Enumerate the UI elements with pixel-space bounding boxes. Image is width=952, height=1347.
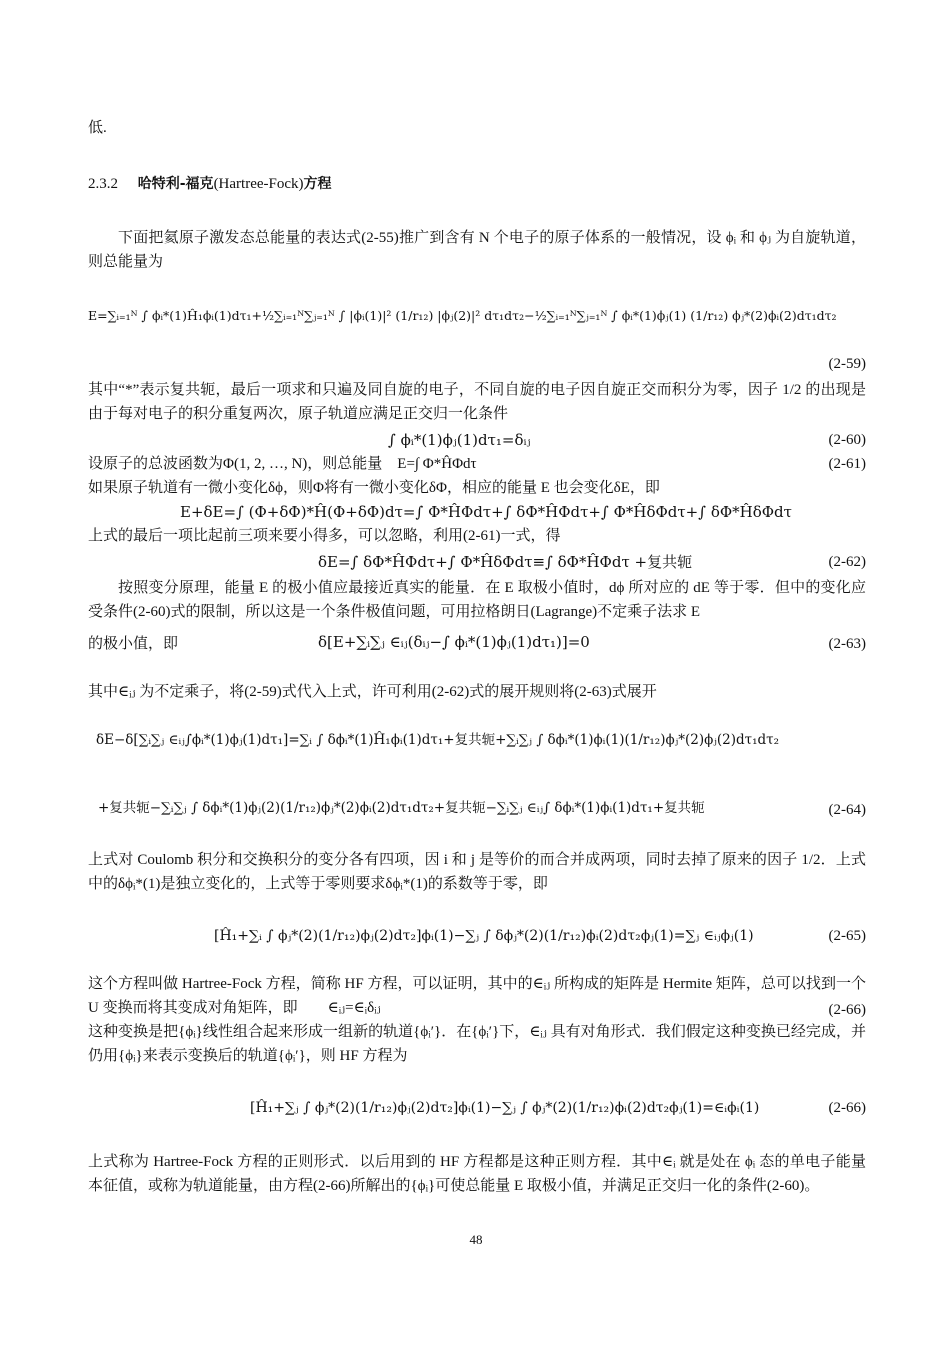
paragraph-1: 下面把氦原子激发态总能量的表达式(2-55)推广到含有 N 个电子的原子体系的一般情况，设 ϕᵢ 和 ϕⱼ 为自旋轨道，则总能量为 xyxy=(88,230,866,270)
section-title-cn: 哈特利-福克 xyxy=(137,176,214,192)
eqnum-2-66-b: (2-66) xyxy=(828,1100,866,1116)
page-number: 48 xyxy=(469,1232,483,1247)
paragraph-7: 其中∈ᵢⱼ 为不定乘子，将(2-59)式代入上式，许可利用(2-62)式的展开规则将(2-63)式展开 xyxy=(88,684,657,700)
paragraph-10: 这种变换是把{ϕᵢ}线性组合起来形成一组新的轨道{ϕᵢ′}．在{ϕᵢ′}下，∈ᵢⱼ 具有对角形式．我们假定这种变换已经完成，并仍用{ϕᵢ}来表示变换后的轨道{ϕᵢ′}，则 HF 方程为 xyxy=(88,1024,866,1064)
eqnum-2-64: (2-64) xyxy=(828,802,866,818)
equation-2-64-line2: +复共轭−∑ᵢ∑ⱼ ∫ δϕᵢ*(1)ϕⱼ(2)(1/r₁₂)ϕⱼ*(2)ϕᵢ(2)dτ₁dτ₂+复共轭−∑ᵢ∑ⱼ ∈ᵢⱼ∫ δϕᵢ*(1)ϕᵢ(1)dτ₁+复共轭 xyxy=(98,800,705,816)
section-title-suffix: 方程 xyxy=(303,176,332,192)
paragraph-3: 设原子的总波函数为Φ(1, 2, …, N)，则总能量 E=∫ Φ*ĤΦdτ xyxy=(88,456,477,472)
eqnum-2-62: (2-62) xyxy=(828,554,866,570)
top-text-line: 低. xyxy=(88,120,107,136)
paragraph-2: 其中“*”表示复共轭，最后一项求和只遍及同自旋的电子，不同自旋的电子因自旋正交而积分为零，因子 1/2 的出现是由于每对电子的积分重复两次，原子轨道应满足正交归一化条件 xyxy=(88,382,866,422)
equation-2-64-line1: δE−δ[∑ᵢ∑ⱼ ∈ᵢⱼ∫ϕᵢ*(1)ϕⱼ(1)dτ₁]=∑ᵢ ∫ δϕᵢ*(1)Ĥ₁ϕᵢ(1)dτ₁+复共轭+∑ᵢ∑ⱼ ∫ δϕᵢ*(1)ϕᵢ(1)(1/r₁₂)ϕⱼ*(2)ϕⱼ(2)dτ₁dτ₂ xyxy=(96,732,780,748)
section-title-en: (Hartree-Fock) xyxy=(213,176,304,192)
paragraph-11: 上式称为 Hartree-Fock 方程的正则形式．以后用到的 HF 方程都是这种正则方程．其中∈ᵢ 就是处在 ϕᵢ 态的单电子能量本征值，或称为轨道能量，由方程(2-66)所解出的{ϕᵢ}可使总能量 E 取极小值，并满足正交归一化的条件(2-60)。 xyxy=(88,1154,866,1194)
equation-2-59: E=∑ᵢ₌₁ᴺ ∫ ϕᵢ*(1)Ĥ₁ϕᵢ(1)dτ₁+½∑ᵢ₌₁ᴺ∑ⱼ₌₁ᴺ ∫ |ϕᵢ(1)|² (1/r₁₂) |ϕⱼ(2)|² dτ₁dτ₂−½∑ᵢ₌₁ᴺ∑ⱼ₌₁ᴺ ∫ ϕᵢ*(1)ϕⱼ(1) (1/r₁₂) ϕⱼ*(2)ϕᵢ(2)dτ₁dτ₂ xyxy=(88,308,837,323)
section-heading xyxy=(88,172,332,196)
equation-2-65: [Ĥ₁+∑ᵢ ∫ ϕⱼ*(2)(1/r₁₂)ϕⱼ(2)dτ₂]ϕᵢ(1)−∑ⱼ ∫ δϕⱼ*(2)(1/r₁₂)ϕᵢ(2)dτ₂ϕⱼ(1)=∑ⱼ ∈ᵢⱼϕⱼ(1) xyxy=(214,928,754,944)
eqnum-2-60: (2-60) xyxy=(828,432,866,448)
paragraph-8: 上式对 Coulomb 积分和交换积分的变分各有四项，因 i 和 j 是等价的而合并成两项，同时去掉了原来的因子 1/2．上式中的δϕᵢ*(1)是独立变化的，上式等于零则要求δϕᵢ*(1)的系数等于零，即 xyxy=(88,852,866,892)
paragraph-9: 这个方程叫做 Hartree-Fock 方程，简称 HF 方程，可以证明，其中的∈ᵢⱼ 所构成的矩阵是 Hermite 矩阵，总可以找到一个 U 变换而将其变成对角矩阵，即 ∈ᵢⱼ=∈ᵢδᵢⱼ xyxy=(88,976,866,1016)
equation-2-62: δE=∫ δΦ*ĤΦdτ+∫ Φ*ĤδΦdτ≡∫ δΦ*ĤΦdτ +复共轭 xyxy=(318,553,693,571)
eqnum-2-61: (2-61) xyxy=(828,456,866,472)
paragraph-5: 上式的最后一项比起前三项来要小得多，可以忽略，利用(2-61)一式，得 xyxy=(88,528,561,544)
eqnum-2-66-a: (2-66) xyxy=(828,1002,866,1018)
equation-2-60: ∫ ϕᵢ*(1)ϕⱼ(1)dτ₁=δᵢⱼ xyxy=(388,431,531,449)
eqnum-2-63: (2-63) xyxy=(828,636,866,652)
equation-variation: E+δE=∫ (Φ+δΦ)*Ĥ(Φ+δΦ)dτ=∫ Φ*ĤΦdτ+∫ δΦ*ĤΦdτ+∫ Φ*ĤδΦdτ+∫ δΦ*ĤδΦdτ xyxy=(180,503,792,521)
paragraph-6-tail: 的极小值，即 xyxy=(88,636,179,652)
paragraph-6: 按照变分原理，能量 E 的极小值应最接近真实的能量．在 E 取极小值时，dϕ 所对应的 dE 等于零．但中的变化应受条件(2-60)式的限制，所以这是一个条件极值问题，可用拉格朗日(Lagrange)不定乘子法求 E xyxy=(88,580,866,620)
eqnum-2-59: (2-59) xyxy=(828,356,866,372)
section-title xyxy=(138,176,332,192)
eqnum-2-65: (2-65) xyxy=(828,928,866,944)
equation-2-66: [Ĥ₁+∑ⱼ ∫ ϕⱼ*(2)(1/r₁₂)ϕⱼ(2)dτ₂]ϕᵢ(1)−∑ⱼ ∫ ϕⱼ*(2)(1/r₁₂)ϕᵢ(2)dτ₂ϕⱼ(1)=∈ᵢϕᵢ(1) xyxy=(250,1100,760,1116)
paragraph-4: 如果原子轨道有一微小变化δϕ，则Φ将有一微小变化δΦ，相应的能量 E 也会变化δE，即 xyxy=(88,480,660,496)
section-number: 2.3.2 xyxy=(88,176,118,192)
equation-2-63: δ[E+∑ᵢ∑ⱼ ∈ᵢⱼ(δᵢⱼ−∫ ϕᵢ*(1)ϕⱼ(1)dτ₁)]=0 xyxy=(318,633,590,651)
